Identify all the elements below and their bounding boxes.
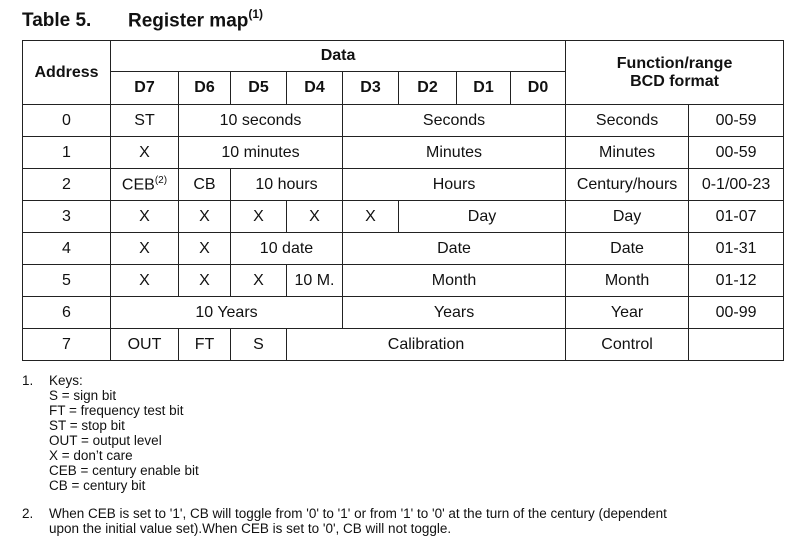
tens-field-cell: 10 Years — [111, 297, 343, 329]
units-field-cell: Years — [343, 297, 566, 329]
function-cell: Seconds — [566, 105, 689, 137]
header-bit: D2 — [399, 72, 457, 105]
footnote-ref: (2) — [154, 174, 168, 186]
range-cell: 01-31 — [689, 233, 784, 265]
bit-cell-text: CEB — [121, 176, 155, 194]
units-field-cell: Day — [399, 201, 566, 233]
units-field-cell: Seconds — [343, 105, 566, 137]
header-bit: D0 — [511, 72, 566, 105]
address-cell: 3 — [23, 201, 111, 233]
bit-cell: X — [179, 233, 231, 265]
header-bit: D4 — [287, 72, 343, 105]
table-row — [23, 169, 784, 201]
range-cell: 01-07 — [689, 201, 784, 233]
header-function-range — [566, 41, 784, 105]
function-cell: Date — [566, 233, 689, 265]
footnote-line: OUT = output level — [49, 433, 162, 448]
header-function-line1: Function/range — [616, 54, 733, 72]
tens-field-cell: 10 seconds — [179, 105, 343, 137]
footnote-line: S = sign bit — [49, 388, 117, 403]
header-bit: D7 — [111, 72, 179, 105]
function-cell: Century/hours — [566, 169, 689, 201]
bit-cell: X — [343, 201, 399, 233]
address-cell: 7 — [23, 329, 111, 361]
address-cell: 5 — [23, 265, 111, 297]
function-cell: Minutes — [566, 137, 689, 169]
table-number: Table 5. — [22, 10, 92, 32]
address-cell: 0 — [23, 105, 111, 137]
footnote-line: CEB = century enable bit — [49, 463, 199, 478]
footnote-number: 2. — [22, 506, 34, 521]
table-row — [23, 233, 784, 265]
footnote-line: ST = stop bit — [49, 418, 125, 433]
bit-cell — [111, 169, 179, 201]
bit-cell: X — [111, 233, 179, 265]
range-cell: 01-12 — [689, 265, 784, 297]
bit-cell: FT — [179, 329, 231, 361]
bit-cell: X — [179, 265, 231, 297]
table-row — [23, 265, 784, 297]
function-cell: Year — [566, 297, 689, 329]
table-row — [23, 201, 784, 233]
table-title: Register map — [128, 10, 249, 32]
header-bit: D1 — [457, 72, 511, 105]
address-cell: 2 — [23, 169, 111, 201]
footnotes — [22, 373, 782, 536]
table-row — [23, 105, 784, 137]
table-title-footnote-ref: (1) — [248, 7, 264, 21]
footnote-body — [49, 373, 782, 493]
function-cell: Control — [566, 329, 689, 361]
units-field-cell: Hours — [343, 169, 566, 201]
header-function-line2: BCD format — [630, 72, 719, 90]
bit-cell: X — [111, 265, 179, 297]
address-cell: 6 — [23, 297, 111, 329]
bit-cell: X — [231, 201, 287, 233]
bit-cell: ST — [111, 105, 179, 137]
tens-field-cell: 10 M. — [287, 265, 343, 297]
header-data: Data — [111, 41, 566, 72]
table-row — [23, 137, 784, 169]
table-row — [23, 297, 784, 329]
function-cell: Month — [566, 265, 689, 297]
table-caption — [22, 8, 263, 32]
range-cell — [689, 329, 784, 361]
units-field-cell: Month — [343, 265, 566, 297]
table-row — [23, 329, 784, 361]
register-map-table — [22, 40, 784, 361]
footnote-body — [49, 506, 782, 536]
footnote-2 — [22, 506, 782, 536]
function-cell: Day — [566, 201, 689, 233]
footnote-line: X = don’t care — [49, 448, 133, 463]
footnote-number: 1. — [22, 373, 34, 388]
bit-cell: X — [287, 201, 343, 233]
range-cell: 00-59 — [689, 105, 784, 137]
range-cell: 00-99 — [689, 297, 784, 329]
range-cell: 0-1/00-23 — [689, 169, 784, 201]
footnote-line: upon the initial value set).When CEB is set to '0', CB will not toggle. — [49, 521, 452, 536]
footnote-1 — [22, 373, 782, 493]
range-cell: 00-59 — [689, 137, 784, 169]
footnote-line: Keys: — [49, 373, 83, 388]
units-field-cell: Calibration — [287, 329, 566, 361]
tens-field-cell: 10 date — [231, 233, 343, 265]
bit-cell: OUT — [111, 329, 179, 361]
bit-cell: CB — [179, 169, 231, 201]
header-bit: D5 — [231, 72, 287, 105]
header-bit: D3 — [343, 72, 399, 105]
footnote-line: CB = century bit — [49, 478, 146, 493]
address-cell: 1 — [23, 137, 111, 169]
footnote-line: FT = frequency test bit — [49, 403, 184, 418]
units-field-cell: Date — [343, 233, 566, 265]
header-bit: D6 — [179, 72, 231, 105]
bit-cell: S — [231, 329, 287, 361]
tens-field-cell: 10 hours — [231, 169, 343, 201]
address-cell: 4 — [23, 233, 111, 265]
bit-cell: X — [231, 265, 287, 297]
bit-cell: X — [111, 201, 179, 233]
units-field-cell: Minutes — [343, 137, 566, 169]
header-address: Address — [23, 41, 111, 105]
bit-cell: X — [179, 201, 231, 233]
bit-cell: X — [111, 137, 179, 169]
footnote-line: When CEB is set to '1', CB will toggle from '0' to '1' or from '1' to '0' at the turn of the century (dependent — [49, 506, 667, 521]
tens-field-cell: 10 minutes — [179, 137, 343, 169]
